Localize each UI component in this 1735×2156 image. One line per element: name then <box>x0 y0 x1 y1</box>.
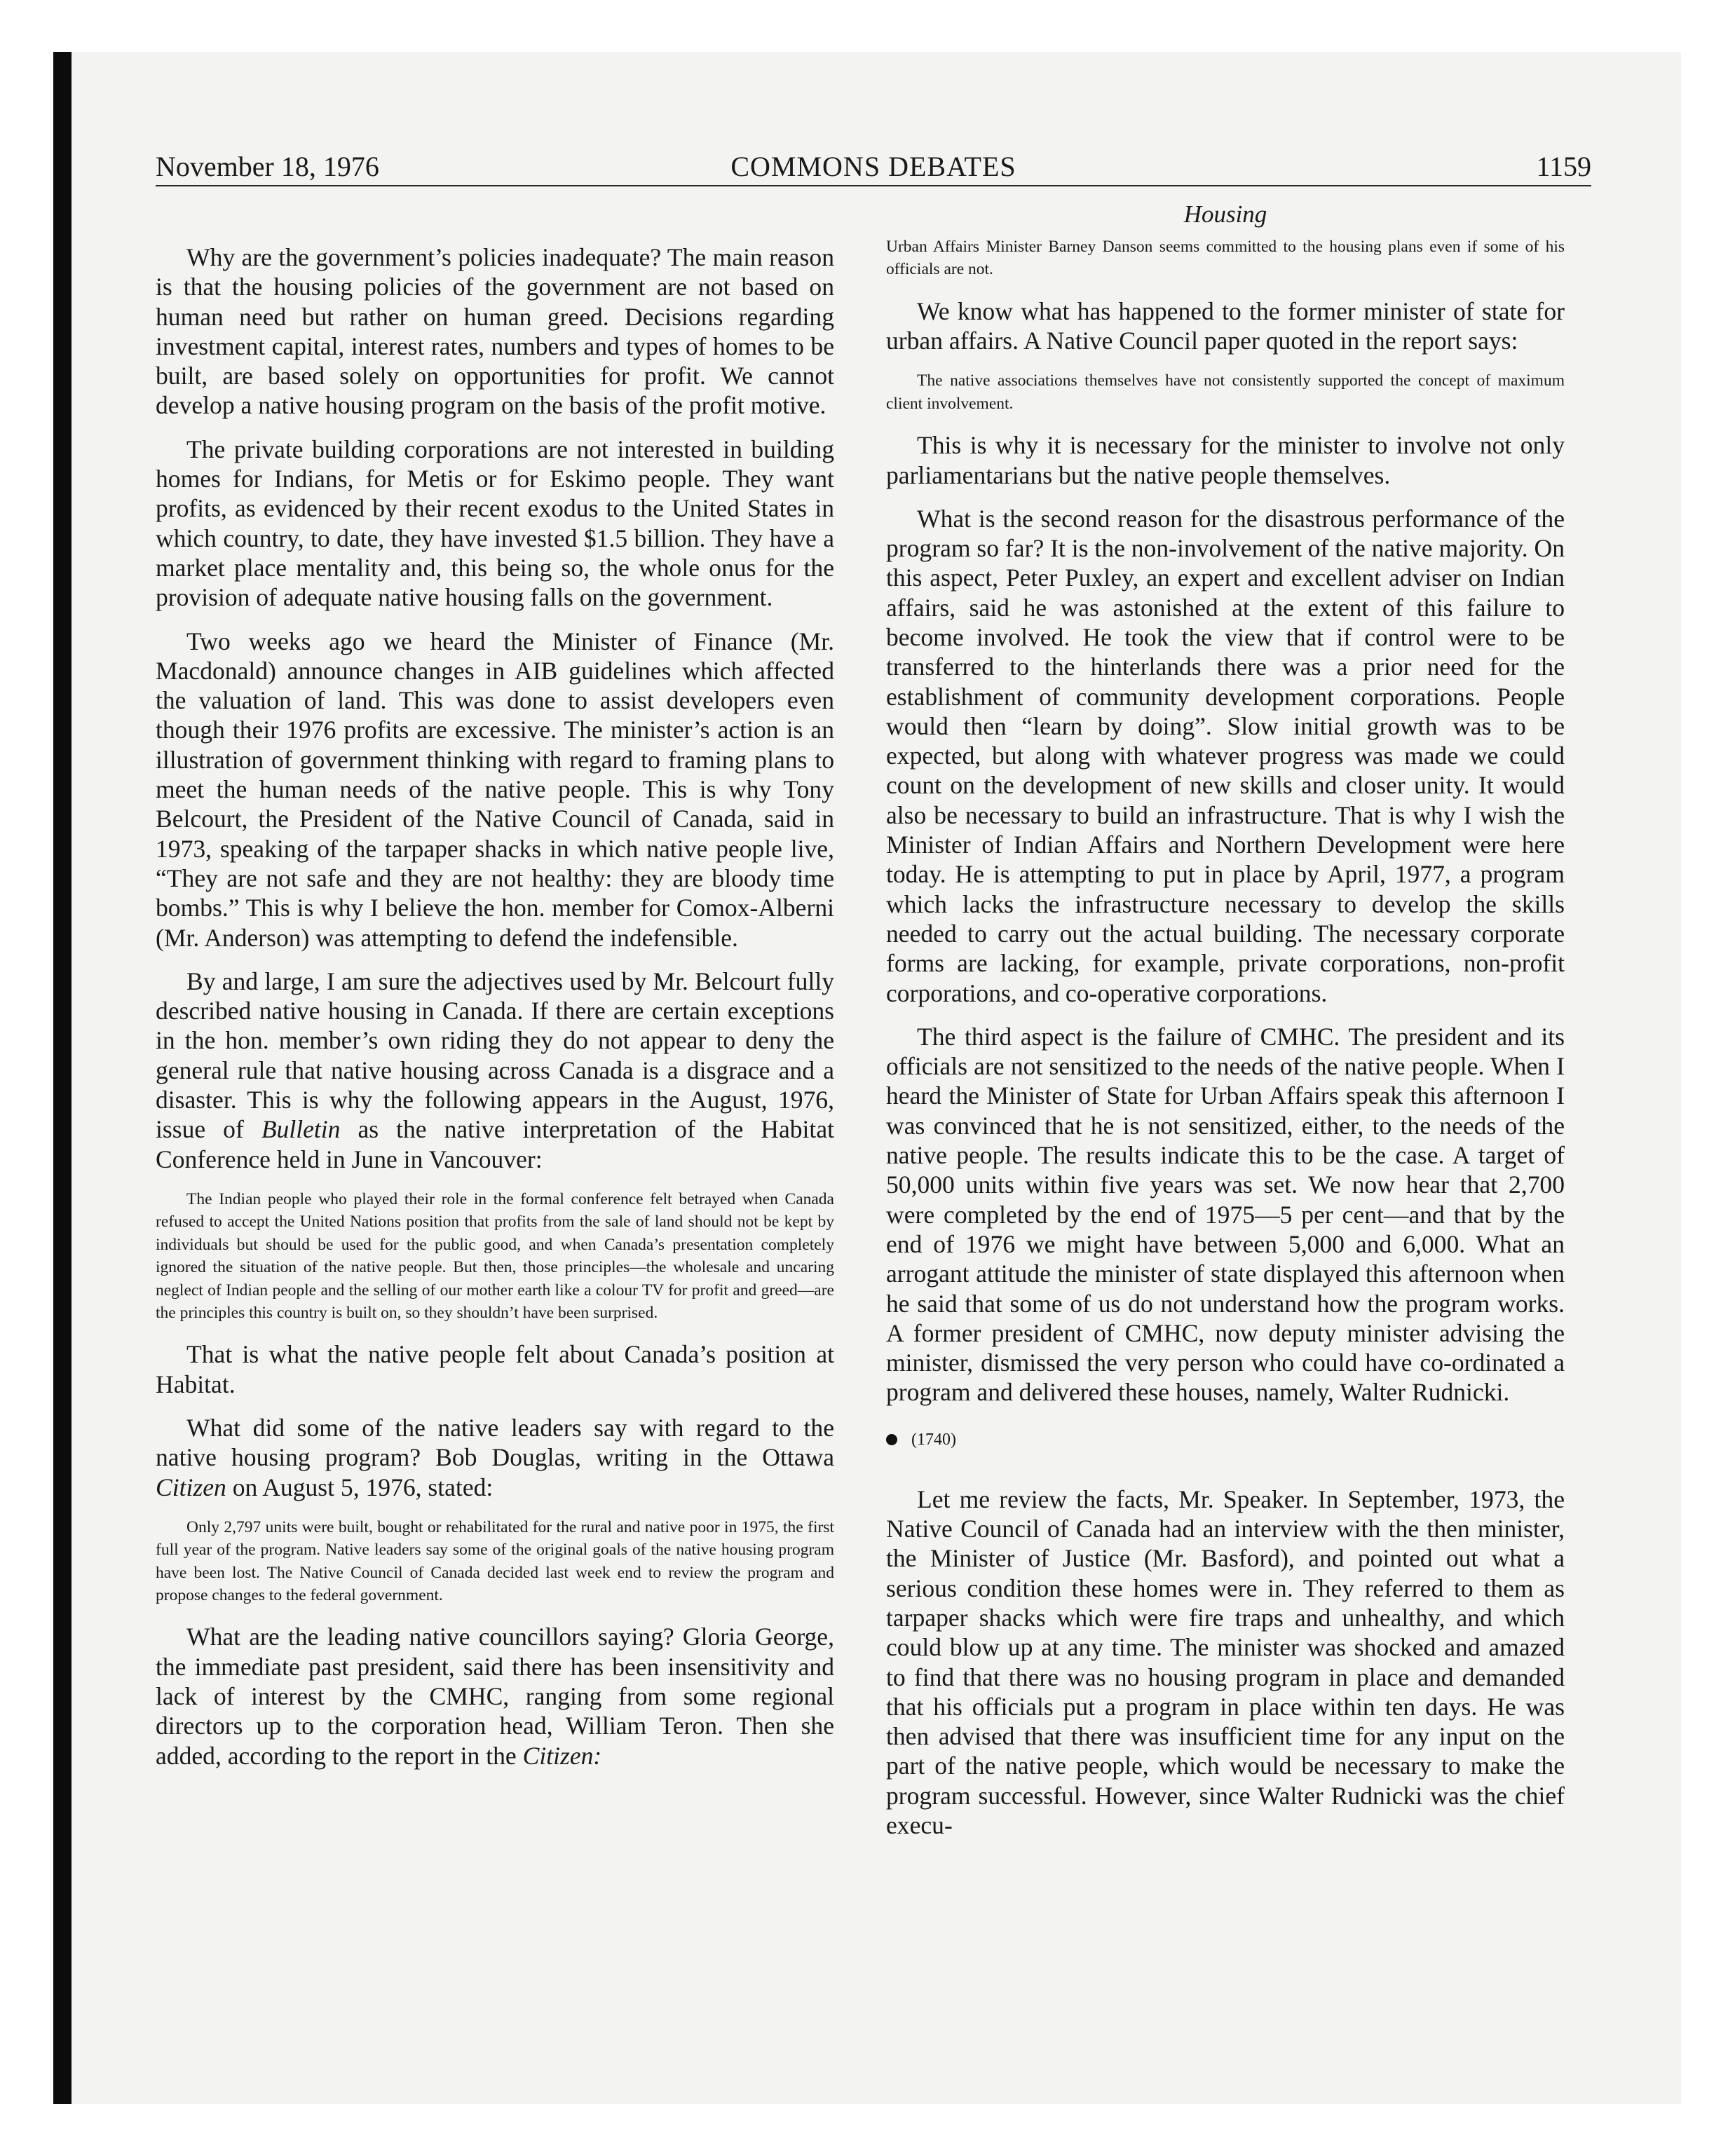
block-quote: Only 2,797 units were built, bought or rehabilitated for the rural and native poor in 1975, the first full year of the program. Native leaders say some of the original goals of the native housing program have been lost. The Native Council of Canada decided last week end to review the program and propose changes to the federal government. <box>156 1517 834 1605</box>
paragraph-text: By and large, I am sure the adjectives used by Mr. Belcourt fully described native housing in Canada. If there are certain exceptions in the hon. member’s own riding they do not appear to deny the general rule that native housing across Canada is a disgrace and a disaster. This is why the following appears in the August, 1976, issue of <box>156 967 834 1144</box>
paragraph-text: on August 5, 1976, stated: <box>232 1473 494 1501</box>
paragraph <box>156 1622 834 1770</box>
paragraph: The private building corporations are not interested in building homes for Indians, for Metis or for Eskimo people. They want profits, as evidenced by their recent exodus to the United States in which country, to date, they have invested $1.5 billion. They have a market place mentality and, this being so, the whole onus for the provision of adequate native housing falls on the government. <box>156 435 834 612</box>
paragraph-text: What did some of the native leaders say with regard to the native housing program? Bob Douglas, writing in the Ottawa <box>156 1413 834 1472</box>
block-quote: The Indian people who played their role in the formal conference felt betrayed when Canada refused to accept the United Nations position that profits from the sale of land should not be kept by individuals but should be used for the public good, and when Canada’s presentation completely ignored the situation of the native people. But then, those principles—the wholesale and uncaring neglect of Indian people and the selling of our mother earth like a colour TV for profit and greed—are the principles this country is built on, so they shouldn’t have been surprised. <box>156 1189 834 1322</box>
bullet-dot-icon <box>886 1434 897 1445</box>
paragraph: What is the second reason for the disastrous performance of the program so far? It is the non-involvement of the native majority. On this aspect, Peter Puxley, an expert and excellent adviser on Indian affairs, said he was astonished at the extent of this failure to become involved. He took the view that if control were to be transferred to the hinterlands there was a prior need for the establishment of community development corporations. People would then “learn by doing”. Slow initial growth was to be expected, but along with whatever progress was made we could count on the development of new skills and closer unity. It would also be necessary to build an infrastructure. That is why I wish the Minister of Indian Affairs and Northern Development were here today. He is attempting to put in place by April, 1977, a program which lacks the infrastructure necessary to develop the skills needed to carry out the actual building. The necessary corporate forms are lacking, for example, private corporations, non-profit corporations, and co-operative corporations. <box>886 504 1565 1007</box>
publication-title: Bulletin <box>261 1115 341 1144</box>
header-title: COMMONS DEBATES <box>730 151 1016 182</box>
left-column <box>156 243 834 1785</box>
publication-title: Citizen: <box>522 1741 602 1770</box>
paragraph: We know what has happened to the former minister of state for urban affairs. A Native Council paper quoted in the report says: <box>886 296 1565 355</box>
paragraph-text: as the native interpretation of the Habitat Conference held in June in Vancouver: <box>156 1115 834 1173</box>
time-marker-text: (1740) <box>911 1430 956 1449</box>
right-column <box>886 199 1565 1854</box>
publication-title: Citizen <box>156 1473 226 1501</box>
paragraph-text: What are the leading native councillors saying? Gloria George, the immediate past president, said there has been insensitivity and lack of interest by the CMHC, ranging from some regional directors up to the corporation head, William Teron. Then she added, according to the report in the <box>156 1623 834 1770</box>
page-header <box>156 149 1591 185</box>
section-subhead: Housing <box>1183 200 1267 228</box>
paragraph: The third aspect is the failure of CMHC. The president and its officials are not sensitized to the needs of the native people. When I heard the Minister of State for Urban Affairs speak this afternoon I was convinced that he is not sensitized, either, to the needs of the native people. The results indicate this to be the case. A target of 50,000 units within five years was set. We now hear that 2,700 were completed by the end of 1975—5 per cent—and that by the end of 1976 we might have between 5,000 and 6,000. What an arrogant attitude the minister of state displayed this afternoon when he said that some of us do not understand how the program works. A former president of CMHC, now deputy minister advising the minister, dismissed the very person who could have co-ordinated a program and delivered these houses, namely, Walter Rudnicki. <box>886 1022 1565 1407</box>
header-rule <box>156 185 1591 186</box>
paragraph <box>156 967 834 1174</box>
block-quote: The native associations themselves have not consistently supported the concept of maximum client involvement. <box>886 371 1565 413</box>
paragraph: This is why it is necessary for the minister to involve not only parliamentarians but the native people themselves. <box>886 431 1565 489</box>
header-page-number: 1159 <box>1536 151 1591 182</box>
paragraph: Let me review the facts, Mr. Speaker. In September, 1973, the Native Council of Canada had an interview with the then minister, the Minister of Justice (Mr. Basford), and pointed out what a serious condition these homes were in. They referred to them as tarpaper shacks which were fire traps and unhealthy, and which could blow up at any time. The minister was shocked and amazed to find that there was no housing program in place and demanded that his officials put a program in place within ten days. He was then advised that there was insufficient time for any input on the part of the native people, which would be necessary to make the program successful. However, since Walter Rudnicki was the chief execu- <box>886 1485 1565 1839</box>
block-quote: Urban Affairs Minister Barney Danson seems committed to the housing plans even if some of his officials are not. <box>886 238 1565 279</box>
time-marker <box>886 1426 1565 1454</box>
header-date: November 18, 1976 <box>156 151 379 182</box>
paragraph: That is what the native people felt about Canada’s position at Habitat. <box>156 1340 834 1398</box>
page-binding-edge <box>53 52 72 2104</box>
paragraph: Why are the government’s policies inadequate? The main reason is that the housing policies of the government are not based on human need but rather on human greed. Decisions regarding investment capital, interest rates, numbers and types of homes to be built, are based solely on opportunities for profit. We cannot develop a native housing program on the basis of the profit motive. <box>156 243 834 420</box>
paragraph <box>156 1413 834 1502</box>
paragraph: Two weeks ago we heard the Minister of Finance (Mr. Macdonald) announce changes in AIB guidelines which affected the valuation of land. This was done to assist developers even though their 1976 profits are excessive. The minister’s action is an illustration of government thinking with regard to framing plans to meet the human needs of the native people. This is why Tony Belcourt, the President of the Native Council of Canada, said in 1973, speaking of the tarpaper shacks in which native people live, “They are not safe and they are not healthy: they are bloody time bombs.” This is why I believe the hon. member for Comox-Alberni (Mr. Anderson) was attempting to defend the indefensible. <box>156 627 834 952</box>
